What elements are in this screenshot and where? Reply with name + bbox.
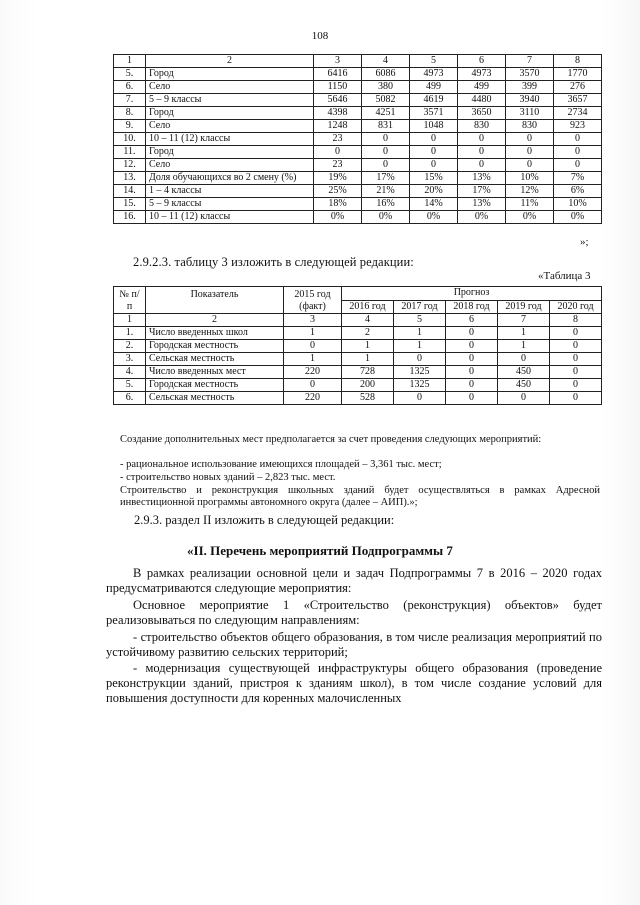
table-cell: 4973 <box>458 68 506 81</box>
table-cell: 0 <box>446 366 498 379</box>
table-cell: 1770 <box>554 68 602 81</box>
table-cell: 0 <box>362 146 410 159</box>
table-cell: 0% <box>314 211 362 224</box>
table-cell: 1 <box>498 340 550 353</box>
table-3-label: «Таблица 3 <box>538 270 591 282</box>
table-cell: 4251 <box>362 107 410 120</box>
table-cell: Город <box>146 107 314 120</box>
table-cell: 923 <box>554 120 602 133</box>
table-3-header-row <box>114 287 602 301</box>
table-cell: 7 <box>506 55 554 68</box>
table-cell: 12. <box>114 159 146 172</box>
table-cell: 1150 <box>314 81 362 94</box>
table-cell: 2 <box>342 327 394 340</box>
body-paragraph-4: - модернизация существующей инфраструктуры общего образования (проведение реконструкции зданий, пристроя к зданиям школ), в том числе создание условий для повышения доступности для коренных малочисленных <box>106 661 602 705</box>
table-cell: 0 <box>554 133 602 146</box>
table-cell: 0 <box>446 327 498 340</box>
table-cell: 1. <box>114 327 146 340</box>
table-cell: 4398 <box>314 107 362 120</box>
table-cell: 17% <box>458 185 506 198</box>
table-3 <box>113 286 602 405</box>
table-cell: 0% <box>458 211 506 224</box>
table-cell: 0 <box>362 159 410 172</box>
table-cell: 0 <box>458 146 506 159</box>
table-cell: 13. <box>114 172 146 185</box>
table-cell: 0 <box>550 392 602 405</box>
table-cell: 0 <box>550 327 602 340</box>
table-cell: 13% <box>458 172 506 185</box>
table-cell: 0 <box>284 379 342 392</box>
table-cell: 1 <box>498 327 550 340</box>
table-cell: 15. <box>114 198 146 211</box>
table-cell: 220 <box>284 366 342 379</box>
table-cell: 23 <box>314 133 362 146</box>
table-cell: 3 <box>284 314 342 327</box>
header-year: 2017 год <box>394 300 446 314</box>
table-cell: 0 <box>394 392 446 405</box>
table-cell: 0 <box>498 353 550 366</box>
table-cell: 20% <box>410 185 458 198</box>
table-cell: 1325 <box>394 366 446 379</box>
table-cell: 4 <box>362 55 410 68</box>
table-cell: 1 <box>284 353 342 366</box>
table-index-row <box>114 314 602 327</box>
table-cell: 0 <box>314 146 362 159</box>
table-cell: 0 <box>362 133 410 146</box>
table-cell: Доля обучающихся во 2 смену (%) <box>146 172 314 185</box>
body-paragraph-1: В рамках реализации основной цели и задач Подпрограммы 7 в 2016 – 2020 годах предусматриваются следующие мероприятия: <box>106 566 602 595</box>
table-cell: 399 <box>506 81 554 94</box>
table-cell: 5 – 9 классы <box>146 198 314 211</box>
table-cell: Сельская местность <box>146 353 284 366</box>
table-cell: 4 <box>342 314 394 327</box>
table-cell: 0 <box>506 159 554 172</box>
table-cell: 18% <box>314 198 362 211</box>
table-cell: 3 <box>314 55 362 68</box>
notes-text-4: Строительство и реконструкция школьных зданий будет осуществляться в рамках Адресной инвестиционной программы автономного округа (далее – АИП).»; <box>120 485 600 508</box>
table-cell: 3650 <box>458 107 506 120</box>
notes-paragraph-3 <box>120 472 600 484</box>
table-cell: 0% <box>410 211 458 224</box>
notes-text-2: - рациональное использование имеющихся площадей – 3,361 тыс. мест; <box>120 459 442 470</box>
table-cell: 1048 <box>410 120 458 133</box>
table-row <box>114 366 602 379</box>
table-school-shifts <box>113 54 602 224</box>
table-row <box>114 107 602 120</box>
table-cell: Город <box>146 68 314 81</box>
table-cell: 8 <box>554 55 602 68</box>
table-cell: 0 <box>506 146 554 159</box>
table-cell: Городская местность <box>146 379 284 392</box>
paragraph-2-9-2-3: 2.9.2.3. таблицу 3 изложить в следующей редакции: <box>133 255 414 269</box>
table-cell: 830 <box>458 120 506 133</box>
table-cell: 14. <box>114 185 146 198</box>
table-cell: 5 <box>410 55 458 68</box>
table-row <box>114 211 602 224</box>
table-cell: 1 <box>342 353 394 366</box>
table-cell: 0 <box>498 392 550 405</box>
table-cell: 12% <box>506 185 554 198</box>
table-row <box>114 353 602 366</box>
table-cell: 10% <box>506 172 554 185</box>
table-cell: 0 <box>554 146 602 159</box>
table-cell: 6 <box>446 314 498 327</box>
table-cell: 2 <box>146 55 314 68</box>
table-cell: 5. <box>114 68 146 81</box>
table-cell: 1 <box>284 327 342 340</box>
table-cell: 200 <box>342 379 394 392</box>
table-cell: Село <box>146 159 314 172</box>
table-cell: 14% <box>410 198 458 211</box>
table-cell: 528 <box>342 392 394 405</box>
table-cell: 5 <box>394 314 446 327</box>
table-cell: 3657 <box>554 94 602 107</box>
table-cell: 6% <box>554 185 602 198</box>
header-forecast: Прогноз <box>342 287 602 301</box>
table-cell: 0 <box>410 133 458 146</box>
table-cell: 499 <box>458 81 506 94</box>
table-end-mark: »; <box>580 236 589 248</box>
table-cell: 3110 <box>506 107 554 120</box>
table-cell: 830 <box>506 120 554 133</box>
table-cell: 6. <box>114 81 146 94</box>
table-cell: 7% <box>554 172 602 185</box>
table-cell: 23 <box>314 159 362 172</box>
table-cell: 0% <box>554 211 602 224</box>
notes-paragraph-2 <box>120 459 600 471</box>
table-row <box>114 81 602 94</box>
table-cell: 1 <box>114 55 146 68</box>
table-cell: Число введенных школ <box>146 327 284 340</box>
section-heading: «II. Перечень мероприятий Подпрограммы 7 <box>187 543 453 558</box>
table-cell: Город <box>146 146 314 159</box>
table-cell: 4973 <box>410 68 458 81</box>
table-cell: 2734 <box>554 107 602 120</box>
table-row <box>114 379 602 392</box>
table-cell: 17% <box>362 172 410 185</box>
table-cell: Сельская местность <box>146 392 284 405</box>
header-year: 2020 год <box>550 300 602 314</box>
table-cell: 8. <box>114 107 146 120</box>
table-row <box>114 68 602 81</box>
table-cell: 11. <box>114 146 146 159</box>
header-year: 2019 год <box>498 300 550 314</box>
table-cell: 3. <box>114 353 146 366</box>
table-cell: 9. <box>114 120 146 133</box>
table-cell: 10 – 11 (12) классы <box>146 211 314 224</box>
table-cell: 5646 <box>314 94 362 107</box>
table-row <box>114 120 602 133</box>
table-cell: 380 <box>362 81 410 94</box>
table-cell: 276 <box>554 81 602 94</box>
table-cell: 450 <box>498 366 550 379</box>
table-cell: 220 <box>284 392 342 405</box>
body-paragraph-3: - строительство объектов общего образования, в том числе реализация мероприятий по устойчивому развитию сельских территорий; <box>106 630 602 659</box>
table-cell: 7 <box>498 314 550 327</box>
table-cell: 6086 <box>362 68 410 81</box>
table-cell: 10. <box>114 133 146 146</box>
table-cell: 6416 <box>314 68 362 81</box>
table-cell: 0 <box>458 133 506 146</box>
table-header-row <box>114 55 602 68</box>
table-cell: Городская местность <box>146 340 284 353</box>
table-row <box>114 198 602 211</box>
table-cell: 1248 <box>314 120 362 133</box>
table-cell: 0 <box>284 340 342 353</box>
notes-text-3: - строительство новых зданий – 2,823 тыс. мест. <box>120 472 336 483</box>
table-row <box>114 392 602 405</box>
table-cell: 2. <box>114 340 146 353</box>
table-cell: 0 <box>446 392 498 405</box>
table-cell: 16. <box>114 211 146 224</box>
table-cell: 0 <box>446 340 498 353</box>
table-cell: 4480 <box>458 94 506 107</box>
table-cell: 0 <box>446 379 498 392</box>
table-cell: 25% <box>314 185 362 198</box>
table-row <box>114 133 602 146</box>
body-paragraph-2: Основное мероприятие 1 «Строительство (реконструкция) объектов» будет реализовываться по следующим направлениям: <box>106 598 602 627</box>
table-cell: 1 <box>394 340 446 353</box>
table-cell: 0 <box>458 159 506 172</box>
table-cell: 0% <box>506 211 554 224</box>
table-cell: 10% <box>554 198 602 211</box>
table-row <box>114 340 602 353</box>
table-cell: 6 <box>458 55 506 68</box>
header-2015: 2015 год (факт) <box>284 287 342 314</box>
table-cell: 1325 <box>394 379 446 392</box>
table-row <box>114 185 602 198</box>
page-number: 108 <box>311 30 329 42</box>
table-row <box>114 94 602 107</box>
table-cell: 0 <box>550 340 602 353</box>
table-cell: 499 <box>410 81 458 94</box>
notes-paragraph-1 <box>120 434 600 446</box>
table-cell: 0% <box>362 211 410 224</box>
table-cell: 831 <box>362 120 410 133</box>
header-num: № п/п <box>114 287 146 314</box>
table-cell: 15% <box>410 172 458 185</box>
table-row <box>114 146 602 159</box>
table-cell: 4. <box>114 366 146 379</box>
table-cell: Село <box>146 81 314 94</box>
table-cell: 3940 <box>506 94 554 107</box>
table-cell: 7. <box>114 94 146 107</box>
table-cell: 0 <box>550 353 602 366</box>
table-cell: Число введенных мест <box>146 366 284 379</box>
paragraph-2-9-3: 2.9.3. раздел II изложить в следующей редакции: <box>134 513 395 527</box>
table-cell: 11% <box>506 198 554 211</box>
table-cell: 450 <box>498 379 550 392</box>
table-cell: 0 <box>394 353 446 366</box>
table-cell: 728 <box>342 366 394 379</box>
table-cell: 16% <box>362 198 410 211</box>
table-cell: 0 <box>550 379 602 392</box>
header-year: 2018 год <box>446 300 498 314</box>
table-cell: 19% <box>314 172 362 185</box>
header-indicator: Показатель <box>146 287 284 314</box>
table-cell: 3571 <box>410 107 458 120</box>
notes-text-1: Создание дополнительных мест предполагается за счет проведения следующих мероприятий: <box>120 434 542 445</box>
table-cell: 1 – 4 классы <box>146 185 314 198</box>
table-cell: 13% <box>458 198 506 211</box>
table-cell: 10 – 11 (12) классы <box>146 133 314 146</box>
table-cell: 2 <box>146 314 284 327</box>
table-cell: 1 <box>394 327 446 340</box>
table-cell: 5 – 9 классы <box>146 94 314 107</box>
table-cell: 6. <box>114 392 146 405</box>
table-cell: 0 <box>410 159 458 172</box>
table-cell: 1 <box>114 314 146 327</box>
table-row <box>114 172 602 185</box>
table-cell: 3570 <box>506 68 554 81</box>
notes-paragraph-4 <box>120 485 600 509</box>
table-cell: 0 <box>550 366 602 379</box>
table-cell: 0 <box>554 159 602 172</box>
table-cell: 8 <box>550 314 602 327</box>
table-row <box>114 159 602 172</box>
table-cell: 0 <box>506 133 554 146</box>
table-cell: 21% <box>362 185 410 198</box>
table-cell: 4619 <box>410 94 458 107</box>
table-cell: 0 <box>446 353 498 366</box>
table-cell: Село <box>146 120 314 133</box>
table-cell: 0 <box>410 146 458 159</box>
table-cell: 5. <box>114 379 146 392</box>
table-row <box>114 327 602 340</box>
header-year: 2016 год <box>342 300 394 314</box>
table-cell: 1 <box>342 340 394 353</box>
table-cell: 5082 <box>362 94 410 107</box>
